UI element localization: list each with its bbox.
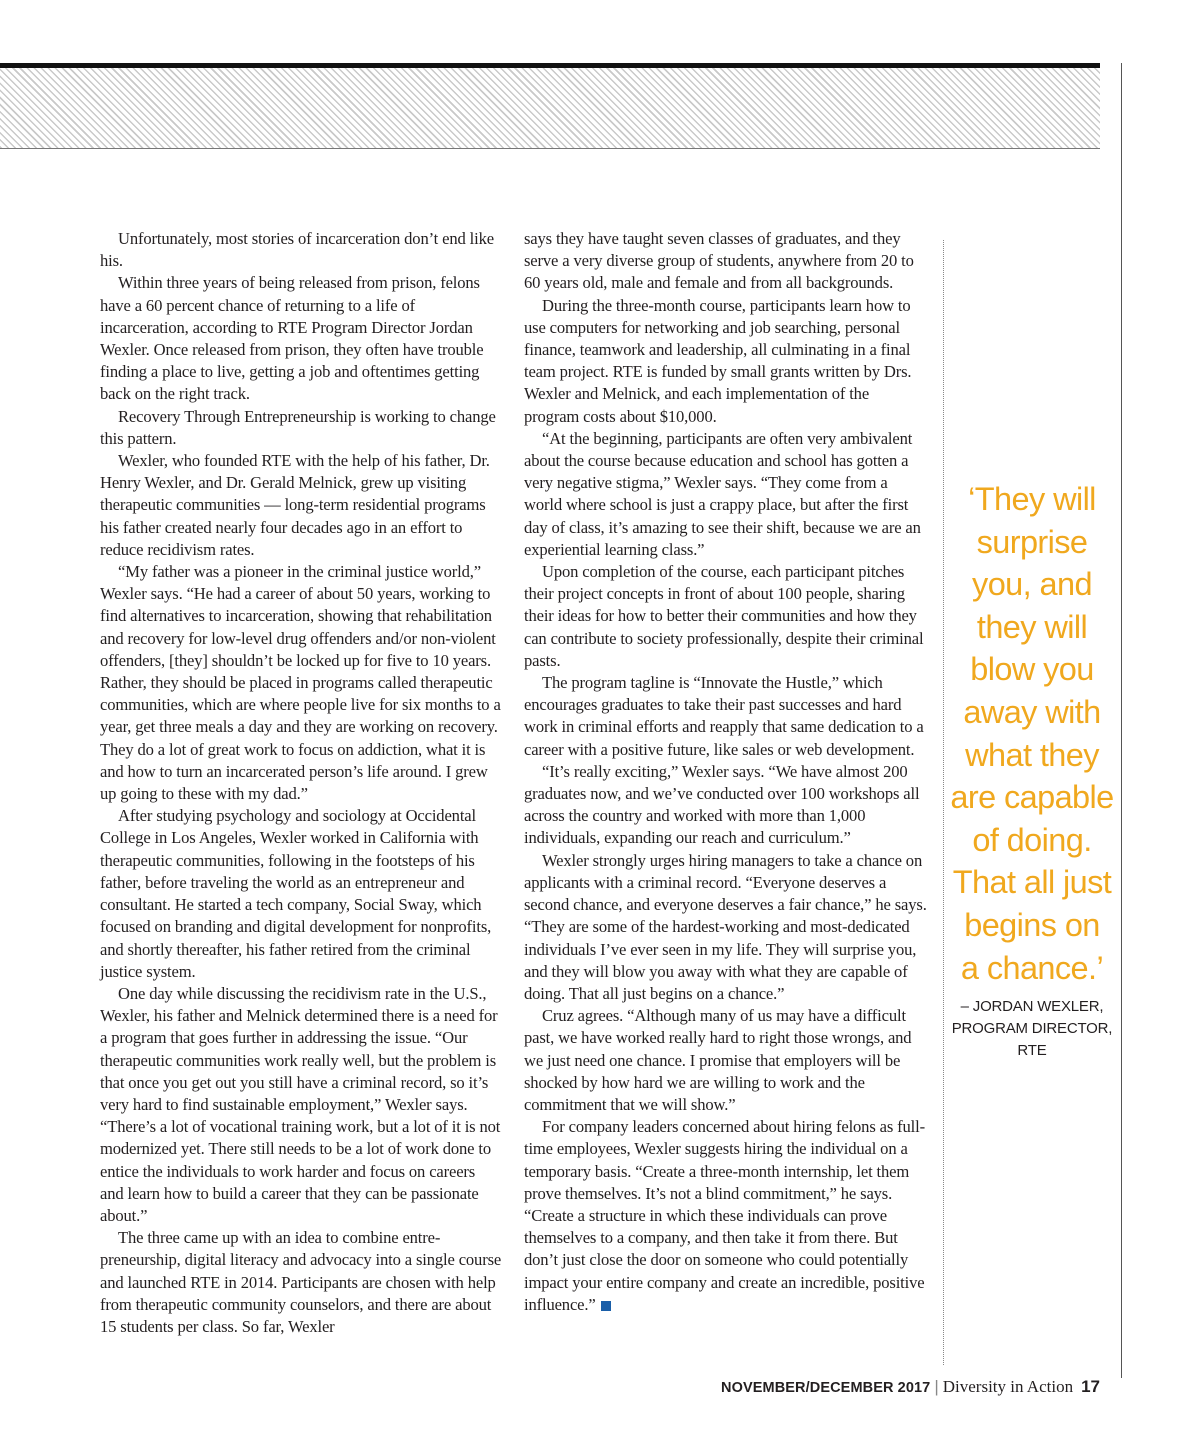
column-2-paragraph-2: “At the beginning, participants are often very ambivalent about the course because education and school has gotten a very negative stigma,” Wexler says. “They come from a world where school is just a crappy place, but after the first day of class, it’s amazing to see their shift, because we are an experiential learning class.” xyxy=(524,428,921,559)
pull-quote-line: they will xyxy=(976,608,1088,645)
footer-page-number: 17 xyxy=(1081,1377,1100,1396)
end-of-story-square-icon xyxy=(601,1301,611,1311)
column-2-paragraph-5: “It’s really exciting,” Wexler says. “We have almost 200 graduates now, and we’ve conducted over 100 workshops all across the country and worked with more than 1,000 individuals, expanding our reach and curriculum.” xyxy=(524,761,920,848)
pull-quote xyxy=(946,478,1118,989)
article-column-1 xyxy=(100,228,502,1338)
column-1-paragraph-4: Wexler, who founded RTE with the help of his father, Dr. Henry Wexler, and Dr. Gerald Melnick, grew up visiting therapeutic communities — long-term residential programs his father created nearly four decades ago in an effort to reduce recidivism rates. xyxy=(100,451,490,559)
pull-quote-line: are capable xyxy=(950,779,1114,816)
article-column-2 xyxy=(524,228,928,1316)
pull-quote-line: away with xyxy=(963,693,1101,730)
column-1-paragraph-8: The three came up with an idea to combine entrepreneurship, digital literacy and advocacy into a single course and launched RTE in 2014. Participants are chosen with help from therapeutic community counselors, and there are about 15 students per class. So far, Wexler xyxy=(100,1228,502,1336)
column-2-paragraph-8: For company leaders concerned about hiring felons as full-time employees, Wexler suggests hiring the individual on a temporary basis. “Create a three-month internship, let them prove themselves. It’s not a blind commitment,” he says. “Create a structure in which these individuals can prove themselves to a company, and then take it from there. But don’t just close the door on someone who could potentially impact your entire company and create an incredible, positive influence.” xyxy=(524,1117,925,1314)
column-2-paragraph-4: The program tagline is “Innovate the Hustle,” which encourages graduates to take their past successes and hard work in criminal efforts and reapply that same dedication to a career with a positive future, like sales or web development. xyxy=(524,673,924,759)
pull-quote-line: ‘They will xyxy=(968,481,1096,517)
column-2-continuation: says they have taught seven classes of graduates, and they serve a very diverse group of students, anywhere from 20 to 60 years old, male and female and from all backgrounds. xyxy=(524,229,914,293)
attribution-name: – JORDAN WEXLER, xyxy=(960,998,1104,1015)
pull-quote-line: surprise xyxy=(976,523,1088,560)
footer-issue-date: NOVEMBER/DECEMBER 2017 xyxy=(721,1380,931,1396)
pull-quote-line: a chance.’ xyxy=(960,949,1104,986)
column-2-paragraph-3: Upon completion of the course, each participant pitches their project concepts in front of about 100 people, sharing their ideas for how to better their communities and how they can contribute to society professionally, despite their criminal pasts. xyxy=(524,562,924,670)
footer-publication-name: Diversity in Action xyxy=(942,1377,1074,1396)
column-1-paragraph-5: “My father was a pioneer in the criminal justice world,” Wexler says. “He had a career of about 50 years, working to find alternatives to incarceration, showing that rehabilitation and recovery for low-level drug offenders and/or non-violent offenders, [they] shouldn’t be locked up for five to 10 years. Rather, they should be placed in programs called therapeutic communities, which are where people live for six months to a year, get three meals a day and they are working on recovery. They do a lot of great work to focus on addiction, what it is and how to turn an incarcerated person’s life around. I grew up going to these with my dad.” xyxy=(100,562,501,804)
column-1-paragraph-7: One day while discussing the recidivism rate in the U.S., Wexler, his father and Melnick determined there is a need for a program that goes further in addressing the issue. “Our therapeutic communities work really well, but the problem is that once you get out you still have a criminal record, so it’s very hard to find sustainable employment,” Wexler says. “There’s a lot of vocational training work, but a lot of it is not modernized yet. There still needs to be a lot of work done to entice the individuals to work harder and focus on careers and learn how to build a career that they can be passionate about.” xyxy=(100,983,501,1225)
pull-quote-line: That all just xyxy=(952,864,1112,901)
column-2-paragraph-7: Cruz agrees. “Although many of us may have a difficult past, we have worked really hard to right those wrongs, and we just need one chance. I promise that employers will be shocked by how hard we are willing to work and the commitment that we will show.” xyxy=(524,1006,912,1114)
page-edge-line xyxy=(1121,63,1122,1378)
page-footer xyxy=(721,1376,1100,1399)
pull-quote-attribution xyxy=(946,996,1118,1062)
pull-quote-line: begins on xyxy=(964,906,1100,943)
column-1-paragraph-6: After studying psychology and sociology at Occidental College in Los Angeles, Wexler worked in California with therapeutic communities, following in the footsteps of his father, before traveling the world as an entrepreneur and consultant. He started a tech company, Social Sway, which focused on branding and digital development for nonprofits, and shortly thereafter, his father retired from the criminal justice system. xyxy=(100,806,492,981)
pull-quote-line: blow you xyxy=(970,651,1094,688)
pull-quote-line: of doing. xyxy=(972,821,1092,858)
column-1-paragraph-2: Within three years of being released from prison, felons have a 60 percent chance of returning to a life of incarceration, according to RTE Program Director Jordan Wexler. Once released from prison, they often have trouble finding a place to live, getting a job and oftentimes getting back on the right track. xyxy=(100,273,484,404)
header-hatch-band xyxy=(0,68,1100,148)
column-2-paragraph-1: During the three-month course, participants learn how to use computers for networking and job searching, personal finance, teamwork and leadership, all culminating in a final team project. RTE is funded by small grants written by Drs. Wexler and Melnick, and each implementation of the program costs about $10,000. xyxy=(524,295,912,426)
attribution-title: PROGRAM DIRECTOR, xyxy=(951,1020,1113,1037)
column-1-paragraph-1: Unfortunately, most stories of incarceration don’t end like his. xyxy=(100,229,494,271)
footer-separator: | xyxy=(934,1377,939,1396)
column-1-paragraph-3: Recovery Through Entrepreneurship is working to change this pattern. xyxy=(100,406,496,448)
column-2-final-paragraph xyxy=(524,1116,928,1316)
column-2-paragraph-6: Wexler strongly urges hiring managers to take a chance on applicants with a criminal record. “Everyone deserves a second chance, and everyone deserves a fair chance,” he says. “They are some of the hardest-working and most-dedicated individuals I’ve ever seen in my life. They will surprise you, and they will blow you away with what they are capable of doing. That all just begins on a chance.” xyxy=(524,850,927,1003)
header-bottom-rule xyxy=(0,148,1100,149)
sidebar-dotted-divider xyxy=(943,240,944,1365)
pull-quote-line: you, and xyxy=(972,566,1092,603)
pull-quote-line: what they xyxy=(965,736,1099,773)
attribution-organization: RTE xyxy=(1017,1042,1047,1059)
